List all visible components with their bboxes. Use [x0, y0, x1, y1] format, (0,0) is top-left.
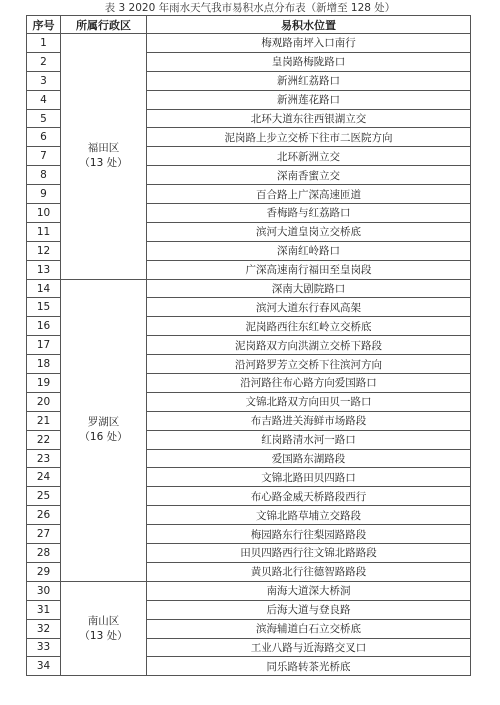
- row-number: 26: [27, 506, 61, 525]
- row-number: 28: [27, 544, 61, 563]
- district-cell: [61, 34, 147, 280]
- location-cell: 后海大道与登良路: [147, 600, 471, 619]
- header-district: 所属行政区: [61, 16, 147, 34]
- table-row: [27, 34, 471, 53]
- location-cell: 梅园路东行往梨园路路段: [147, 525, 471, 544]
- row-number: 14: [27, 279, 61, 298]
- row-number: 10: [27, 204, 61, 223]
- location-cell: 梅观路南坪入口南行: [147, 34, 471, 53]
- table-caption: 表 3 2020 年雨水天气我市易积水点分布表（新增至 128 处）: [104, 2, 396, 14]
- row-number: 17: [27, 336, 61, 355]
- district-cell: [61, 279, 147, 581]
- row-number: 11: [27, 222, 61, 241]
- row-number: 31: [27, 600, 61, 619]
- location-cell: 深南红岭路口: [147, 241, 471, 260]
- location-cell: 红岗路清水河一路口: [147, 430, 471, 449]
- location-cell: 新洲红荔路口: [147, 71, 471, 90]
- location-cell: 广深高速南行福田至皇岗段: [147, 260, 471, 279]
- row-number: 34: [27, 657, 61, 676]
- row-number: 1: [27, 34, 61, 53]
- row-number: 23: [27, 449, 61, 468]
- location-cell: 黄贝路北行往德智路路段: [147, 562, 471, 581]
- location-cell: 深南大剧院路口: [147, 279, 471, 298]
- location-cell: 泥岗路西往东红岭立交桥底: [147, 317, 471, 336]
- row-number: 30: [27, 581, 61, 600]
- district-count: （13 处）: [79, 629, 128, 642]
- row-number: 5: [27, 109, 61, 128]
- district-name: 南山区: [87, 614, 120, 627]
- location-cell: 泥岗路上步立交桥下往市二医院方向: [147, 128, 471, 147]
- row-number: 3: [27, 71, 61, 90]
- location-cell: 文锦北路双方向田贝一路口: [147, 392, 471, 411]
- flood-points-table: [26, 15, 471, 676]
- row-number: 27: [27, 525, 61, 544]
- location-cell: 北环大道东往西银湖立交: [147, 109, 471, 128]
- row-number: 16: [27, 317, 61, 336]
- row-number: 19: [27, 374, 61, 393]
- location-cell: 泥岗路双方向洪湖立交桥下路段: [147, 336, 471, 355]
- row-number: 21: [27, 411, 61, 430]
- row-number: 2: [27, 52, 61, 71]
- row-number: 7: [27, 147, 61, 166]
- row-number: 13: [27, 260, 61, 279]
- location-cell: 沿河路罗芳立交桥下往滨河方向: [147, 355, 471, 374]
- district-name: 罗湖区: [87, 416, 120, 429]
- location-cell: 文锦北路草埔立交路段: [147, 506, 471, 525]
- district-count: （13 处）: [79, 157, 128, 170]
- location-cell: 南海大道深大桥洞: [147, 581, 471, 600]
- district-name: 福田区: [87, 142, 120, 155]
- table-body: [27, 34, 471, 676]
- row-number: 24: [27, 468, 61, 487]
- location-cell: 田贝四路西行往文锦北路路段: [147, 544, 471, 563]
- location-cell: 布吉路进关海鲜市场路段: [147, 411, 471, 430]
- table-row: [27, 279, 471, 298]
- row-number: 33: [27, 638, 61, 657]
- location-cell: 北环新洲立交: [147, 147, 471, 166]
- row-number: 15: [27, 298, 61, 317]
- row-number: 12: [27, 241, 61, 260]
- location-cell: 工业八路与近海路交叉口: [147, 638, 471, 657]
- location-cell: 香梅路与红荔路口: [147, 204, 471, 223]
- location-cell: 沿河路往布心路方向爱国路口: [147, 374, 471, 393]
- location-cell: 滨河大道东行春风高架: [147, 298, 471, 317]
- location-cell: 滨河大道皇岗立交桥底: [147, 222, 471, 241]
- location-cell: 爱国路东湖路段: [147, 449, 471, 468]
- district-cell: [61, 581, 147, 675]
- location-cell: 同乐路转茶光桥底: [147, 657, 471, 676]
- row-number: 32: [27, 619, 61, 638]
- row-number: 4: [27, 90, 61, 109]
- location-cell: 新洲莲花路口: [147, 90, 471, 109]
- row-number: 18: [27, 355, 61, 374]
- row-number: 8: [27, 166, 61, 185]
- row-number: 6: [27, 128, 61, 147]
- location-cell: 百合路上广深高速匝道: [147, 185, 471, 204]
- row-number: 9: [27, 185, 61, 204]
- header-num: 序号: [27, 16, 61, 34]
- header-location: 易积水位置: [147, 16, 471, 34]
- row-number: 22: [27, 430, 61, 449]
- row-number: 29: [27, 562, 61, 581]
- location-cell: 布心路金威天桥路段西行: [147, 487, 471, 506]
- location-cell: 深南香蜜立交: [147, 166, 471, 185]
- table-row: [27, 581, 471, 600]
- district-count: （16 处）: [79, 431, 128, 444]
- location-cell: 皇岗路梅陇路口: [147, 52, 471, 71]
- location-cell: 文锦北路田贝四路口: [147, 468, 471, 487]
- row-number: 25: [27, 487, 61, 506]
- row-number: 20: [27, 392, 61, 411]
- table-header-row: [27, 16, 471, 34]
- location-cell: 滨海辅道白石立交桥底: [147, 619, 471, 638]
